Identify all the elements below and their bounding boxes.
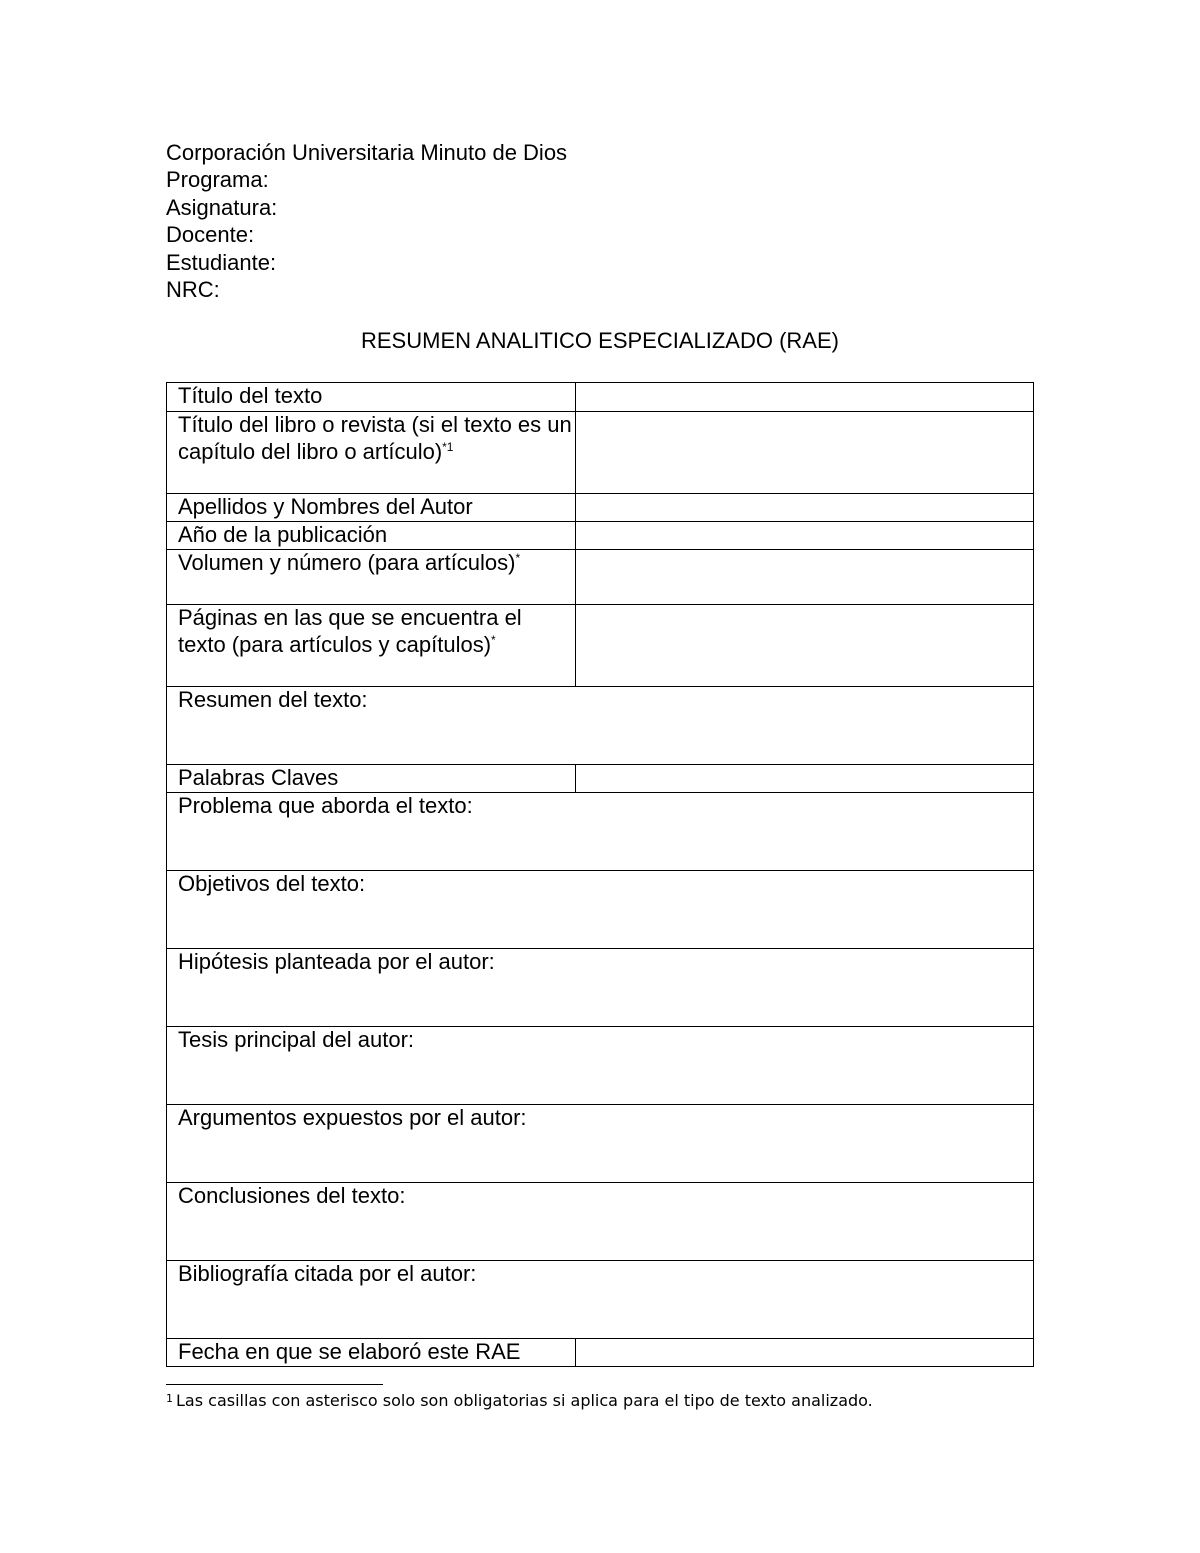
volumen-field[interactable] <box>576 550 1034 605</box>
table-row <box>167 412 1034 494</box>
problema-field[interactable] <box>167 793 1034 871</box>
hipotesis-field[interactable] <box>167 949 1034 1027</box>
footnote-text: Las casillas con asterisco solo son obligatorias si aplica para el tipo de texto analizado. <box>176 1391 873 1410</box>
table-row <box>167 550 1034 605</box>
footnote <box>166 1391 873 1410</box>
row-label-problema: Problema que aborda el texto: <box>178 793 473 818</box>
table-row <box>167 1339 1034 1367</box>
titulo-libro-text: Título del libro o revista (si el texto es un capítulo del libro o artículo) <box>178 412 572 464</box>
institution-name: Corporación Universitaria Minuto de Dios <box>166 140 568 165</box>
fecha-field[interactable] <box>576 1339 1034 1367</box>
asterisk-mark: * <box>515 551 521 565</box>
row-label-hipotesis: Hipótesis planteada por el autor: <box>178 949 495 974</box>
table-row <box>167 522 1034 550</box>
table-row <box>167 949 1034 1027</box>
titulo-texto-field[interactable] <box>576 383 1034 412</box>
row-label-volumen <box>167 550 576 605</box>
row-label-bibliografia: Bibliografía citada por el autor: <box>178 1261 477 1286</box>
anio-field[interactable] <box>576 522 1034 550</box>
conclusiones-field[interactable] <box>167 1183 1034 1261</box>
argumentos-field[interactable] <box>167 1105 1034 1183</box>
table-row <box>167 1105 1034 1183</box>
table-row <box>167 494 1034 522</box>
footnote-mark: 1 <box>166 1392 173 1405</box>
resumen-field[interactable] <box>167 687 1034 765</box>
document-title: RESUMEN ANALITICO ESPECIALIZADO (RAE) <box>361 328 839 353</box>
row-label-paginas <box>167 605 576 687</box>
row-label-titulo-texto: Título del texto <box>167 383 576 412</box>
rae-table <box>166 382 1034 1367</box>
table-row <box>167 1261 1034 1339</box>
row-label-palabras-claves: Palabras Claves <box>167 765 576 793</box>
row-label-autor: Apellidos y Nombres del Autor <box>167 494 576 522</box>
volumen-text: Volumen y número (para artículos) <box>178 550 516 575</box>
row-label-resumen: Resumen del texto: <box>178 687 368 712</box>
row-label-tesis: Tesis principal del autor: <box>178 1027 415 1052</box>
table-row <box>167 1027 1034 1105</box>
row-label-anio: Año de la publicación <box>167 522 576 550</box>
titulo-libro-field[interactable] <box>576 412 1034 494</box>
paginas-text: Páginas en las que se encuentra el texto (para artículos y capítulos) <box>178 605 522 657</box>
table-row <box>167 687 1034 765</box>
estudiante-label: Estudiante: <box>166 249 277 275</box>
row-label-objetivos: Objetivos del texto: <box>178 871 366 896</box>
asterisk-mark: * <box>491 632 496 647</box>
table-row <box>167 793 1034 871</box>
table-row <box>167 1183 1034 1261</box>
tesis-field[interactable] <box>167 1027 1034 1105</box>
asignatura-label: Asignatura: <box>166 194 278 220</box>
programa-label: Programa: <box>166 167 269 193</box>
docente-label: Docente: <box>166 222 255 248</box>
palabras-claves-field[interactable] <box>576 765 1034 793</box>
bibliografia-field[interactable] <box>167 1261 1034 1339</box>
objetivos-field[interactable] <box>167 871 1034 949</box>
row-label-conclusiones: Conclusiones del texto: <box>178 1183 406 1208</box>
footnote-separator <box>166 1384 383 1385</box>
table-row <box>167 383 1034 412</box>
footnote-reference: *1 <box>442 439 454 454</box>
row-label-argumentos: Argumentos expuestos por el autor: <box>178 1105 527 1130</box>
paginas-field[interactable] <box>576 605 1034 687</box>
table-row <box>167 765 1034 793</box>
document-header <box>166 139 567 303</box>
table-row <box>167 605 1034 687</box>
nrc-label: NRC: <box>166 277 220 303</box>
row-label-fecha: Fecha en que se elaboró este RAE <box>167 1339 576 1367</box>
autor-field[interactable] <box>576 494 1034 522</box>
row-label-titulo-libro <box>167 412 576 494</box>
table-row <box>167 871 1034 949</box>
